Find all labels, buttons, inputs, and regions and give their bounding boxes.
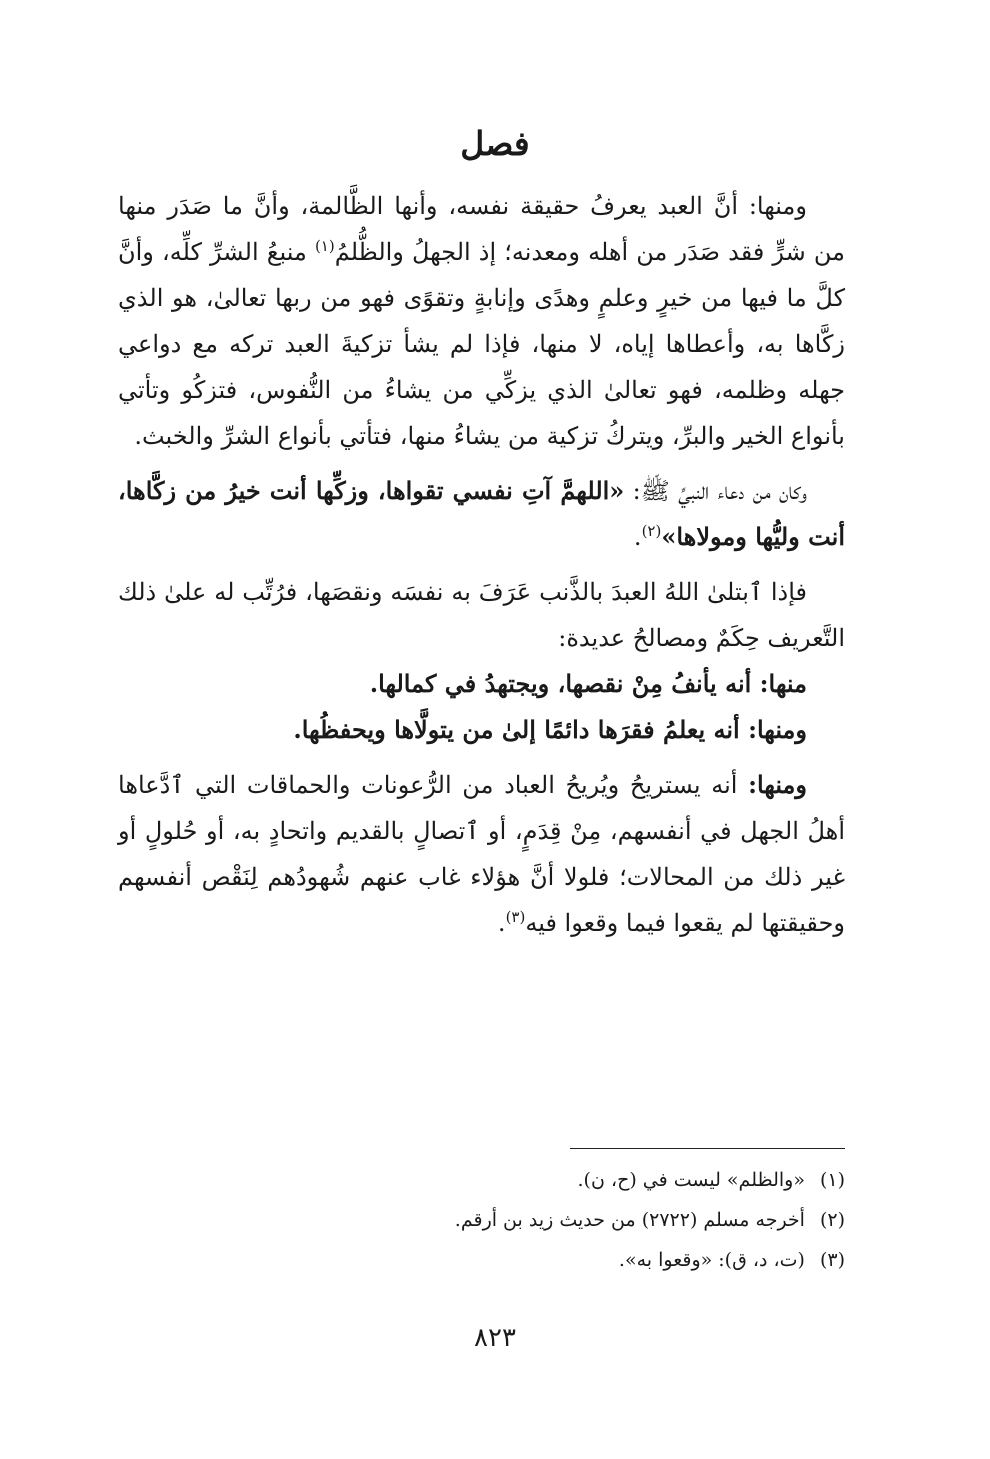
footnote-2-text: أخرجه مسلم (٢٧٢٢) من حديث زيد بن أرقم.	[454, 1209, 805, 1231]
footnote-3-number: (٣)	[819, 1249, 845, 1271]
paragraph-2	[118, 468, 845, 560]
paragraph-6-end: .	[497, 909, 506, 937]
footnote-separator	[570, 1148, 845, 1149]
main-text	[118, 183, 845, 955]
footnote-1-number: (١)	[819, 1169, 845, 1191]
paragraph-5-text: أنه يعلمُ فقرَها دائمًا إلىٰ من يتولَّاها ويحفظُها.	[293, 715, 749, 744]
paragraph-6-lead: ومنها:	[748, 770, 807, 799]
footnote-ref-1[interactable]: (١)	[314, 237, 335, 255]
footnote-ref-3[interactable]: (٣)	[505, 908, 526, 926]
paragraph-5-lead: ومنها:	[748, 715, 807, 744]
paragraph-4	[118, 661, 845, 707]
paragraph-1	[118, 183, 845, 459]
paragraph-4-text: أنه يأنفُ مِنْ نقصها، ويجتهدُ في كمالها.	[369, 669, 760, 698]
paragraph-1-text: ومنها: أنَّ العبد يعرفُ حقيقة نفسه، وأنها الظَّالمة، وأنَّ ما صَدَر منها من شرٍّ فقد صَدَر من أهله ومعدنه؛ إذ الجهلُ والظُّلمُ	[118, 192, 845, 266]
footnote-3-text: (ت، د، ق): «وقعوا به».	[618, 1249, 805, 1271]
footnote-1-text: «والظلم» ليست في (ح، ن).	[577, 1169, 805, 1191]
footnote-2-number: (٢)	[819, 1209, 845, 1231]
paragraph-4-lead: منها:	[759, 669, 807, 698]
footnotes	[118, 1160, 845, 1280]
paragraph-5	[118, 707, 845, 753]
paragraph-2-lead: وكان من دعاء النبيِّ ﷺ:	[624, 477, 807, 505]
paragraph-6	[118, 762, 845, 946]
footnote-1	[118, 1160, 845, 1200]
footnote-2	[118, 1200, 845, 1240]
paragraph-1-rest: منبعُ الشرِّ كلِّه، وأنَّ كلَّ ما فيها من خيرٍ وعلمٍ وهدًى وإنابةٍ وتقوًى فهو من ربها تعالىٰ، هو الذي زكَّاها به، وأعطاها إياه، لا منها، فإذا لم يشأ تزكيةَ العبد تركه مع دواعي جهله وظلمه، فهو تعالىٰ الذي يزكِّي من يشاءُ من النُّفوس، فتزكُو وتأتي بأنواع الخير والبرِّ، ويتركُ تزكية من يشاءُ منها، فتأتي بأنواع الشرِّ والخبث.	[118, 238, 845, 450]
paragraph-3: فإذا ٱبتلىٰ اللهُ العبدَ بالذَّنب عَرَفَ به نفسَه ونقصَها، فرُتِّب له علىٰ ذلك التَّعريف حِكَمٌ ومصالحُ عديدة:	[118, 578, 845, 652]
paragraph-2-end: .	[633, 523, 642, 551]
footnote-ref-2[interactable]: (٢)	[641, 522, 662, 540]
footnote-3	[118, 1240, 845, 1280]
prophetic-supplication: «اللهمَّ آتِ نفسي تقواها، وزكِّها أنت خيرُ من زكَّاها، أنت وليُّها ومولاها»	[118, 476, 845, 551]
paragraph-6-text: أنه يستريحُ ويُريحُ العباد من الرُّعونات والحماقات التي ٱدَّعاها أهلُ الجهل في أنفسهم، مِنْ قِدَمٍ، أو ٱتصالٍ بالقديم واتحادٍ به، أو حُلولٍ أو غير ذلك من المحالات؛ فلولا أنَّ هؤلاء غاب عنهم شُهودُهم لِنَقْص أنفسهم وحقيقتها لم يقعوا فيما وقعوا فيه	[118, 771, 845, 937]
page-number: ٨٢٣	[474, 1323, 516, 1353]
section-title: فصل	[460, 124, 530, 163]
